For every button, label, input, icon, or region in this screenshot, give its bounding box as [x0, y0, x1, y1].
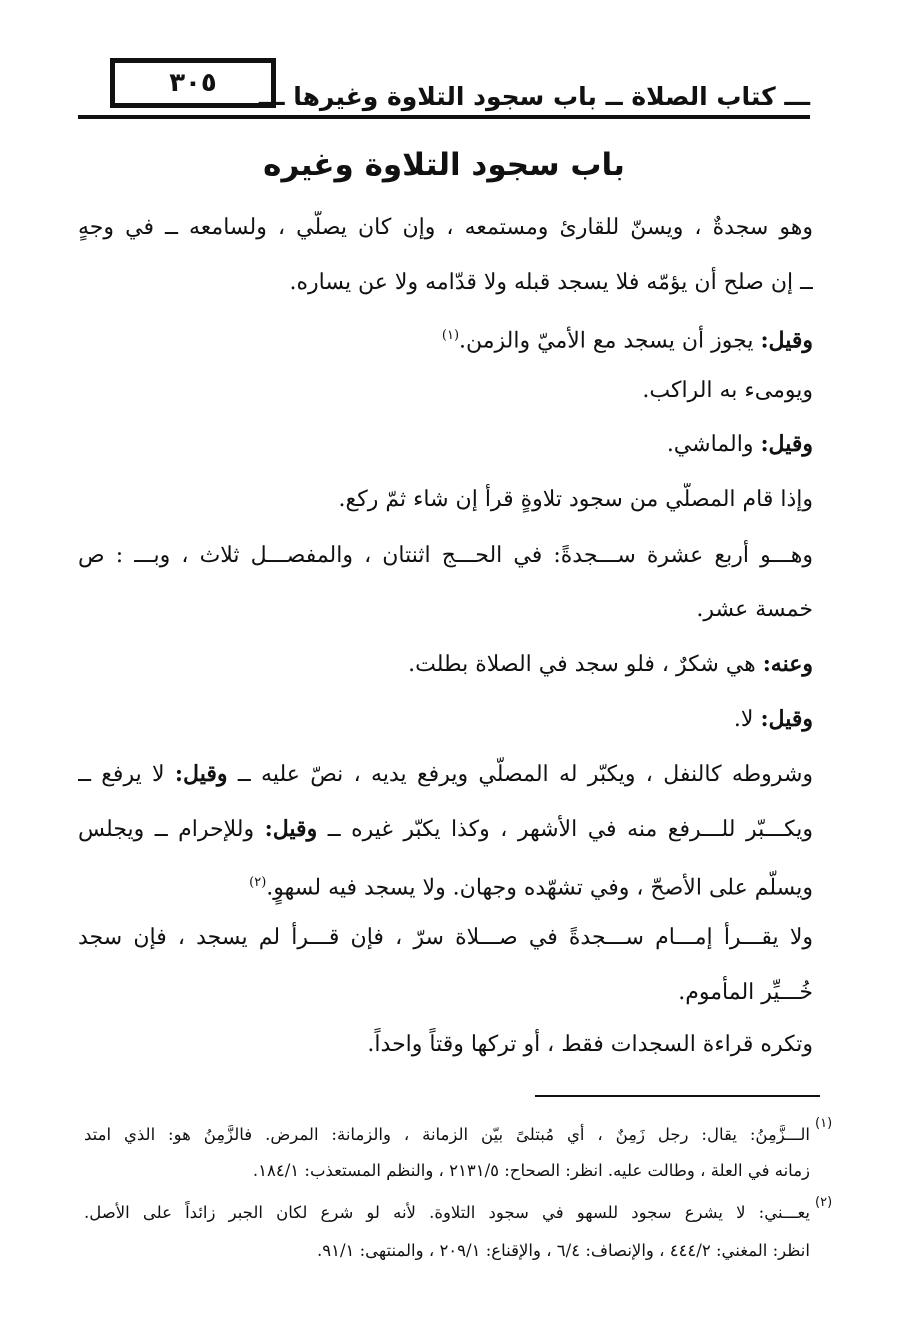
body-line: خُـــيِّر المأموم. [678, 980, 813, 1005]
term-label: وقيل: [760, 431, 813, 457]
footnote-line: يعـــني: لا يشرع سجود للسهو في سجود التلاوة. لأنه لو شرع لكان الجبر زائداً على الأصل. [84, 1203, 810, 1222]
body-line: وتكره قراءة السجدات فقط ، أو تركها وقتاً واحداً. [367, 1032, 813, 1057]
footnote-number: (٢) [815, 1195, 833, 1210]
body-line: ويومىء به الراكب. [642, 378, 813, 403]
body-line [78, 702, 813, 737]
body-line [78, 757, 813, 792]
term-label: وعنه: [762, 651, 813, 677]
body-text: ويسلّم على الأصحّ ، وفي تشهّده وجهان. ولا يسجد فيه لسهوٍ. [266, 875, 813, 901]
term-label: وقيل: [264, 816, 318, 842]
body-text: ويكـــبّر للـــرفع منه في الأشهر ، وكذا يكبّر غيره ــ [317, 817, 813, 842]
body-text: وشروطه كالنفل ، ويكبّر له المصلّي ويرفع يديه ، نصّ عليه ــ [227, 762, 813, 787]
body-line: وإذا قام المصلّي من سجود تلاوةٍ قرأ إن شاء ثمّ ركع. [338, 487, 813, 512]
footnote-line: انظر: المغني: ٤٤٤/٢ ، والإنصاف: ٦/٤ ، والإقناع: ٢٠٩/١ ، والمنتهى: ٩١/١. [316, 1241, 810, 1260]
body-line [78, 812, 813, 847]
footnote-ref: (١) [441, 328, 460, 343]
page-number: ٣٠٥ [110, 58, 276, 108]
chapter-title: باب سجود التلاوة وغيره [263, 147, 625, 183]
footnote-line: الـــزَّمِنُ: يقال: رجل زَمِنٌ ، أي مُبتلىً بيّن الزمانة ، والزمانة: المرض. فالزَّمِنُ هو: الذي امتد [84, 1125, 810, 1144]
running-title: ـــ كتاب الصلاة ــ باب سجود التلاوة وغيرها ـــ [258, 82, 810, 111]
body-text: لا. [733, 707, 761, 732]
body-text: والماشي. [666, 432, 761, 457]
body-text: هي شكرٌ ، فلو سجد في الصلاة بطلت. [408, 652, 763, 677]
body-text: لا يرفع ــ [78, 762, 175, 787]
body-text: وللإحرام ــ ويجلس [78, 817, 265, 842]
term-label: وقيل: [760, 327, 813, 354]
body-text: يجوز أن يسجد مع الأميّ والزمن. [459, 328, 761, 354]
body-line [78, 427, 813, 462]
body-line: ولا يقـــرأ إمـــام ســـجدةً في صـــلاة سرّ ، فإن قـــرأ لم يسجد ، فإن سجد [78, 925, 813, 950]
body-line: وهو سجدةٌ ، ويسنّ للقارئ ومستمعه ، وإن كان يصلّي ، ولسامعه ــ في وجهٍ [78, 215, 813, 240]
term-label: وقيل: [174, 761, 228, 787]
page-header [78, 58, 810, 120]
body-line: وهـــو أربع عشرة ســـجدةً: في الحـــج اثنتان ، والمفصـــل ثلاث ، وبـــ : ص [78, 543, 813, 568]
header-rule [78, 115, 810, 119]
body-line [78, 866, 813, 905]
body-line: ــ إن صلح أن يؤمّه فلا يسجد قبله ولا قدّامه ولا عن يساره. [289, 270, 813, 295]
body-line [78, 319, 813, 358]
body-line: خمسة عشر. [696, 597, 813, 622]
footnote-line: زمانه في العلة ، وطالت عليه. انظر: الصحاح: ٢١٣١/٥ ، والنظم المستعذب: ١٨٤/١. [252, 1161, 810, 1180]
footnote-rule [535, 1095, 820, 1097]
term-label: وقيل: [760, 706, 813, 732]
footnote-ref: (٢) [249, 875, 267, 890]
body-line [78, 647, 813, 682]
footnote-number: (١) [815, 1116, 833, 1131]
